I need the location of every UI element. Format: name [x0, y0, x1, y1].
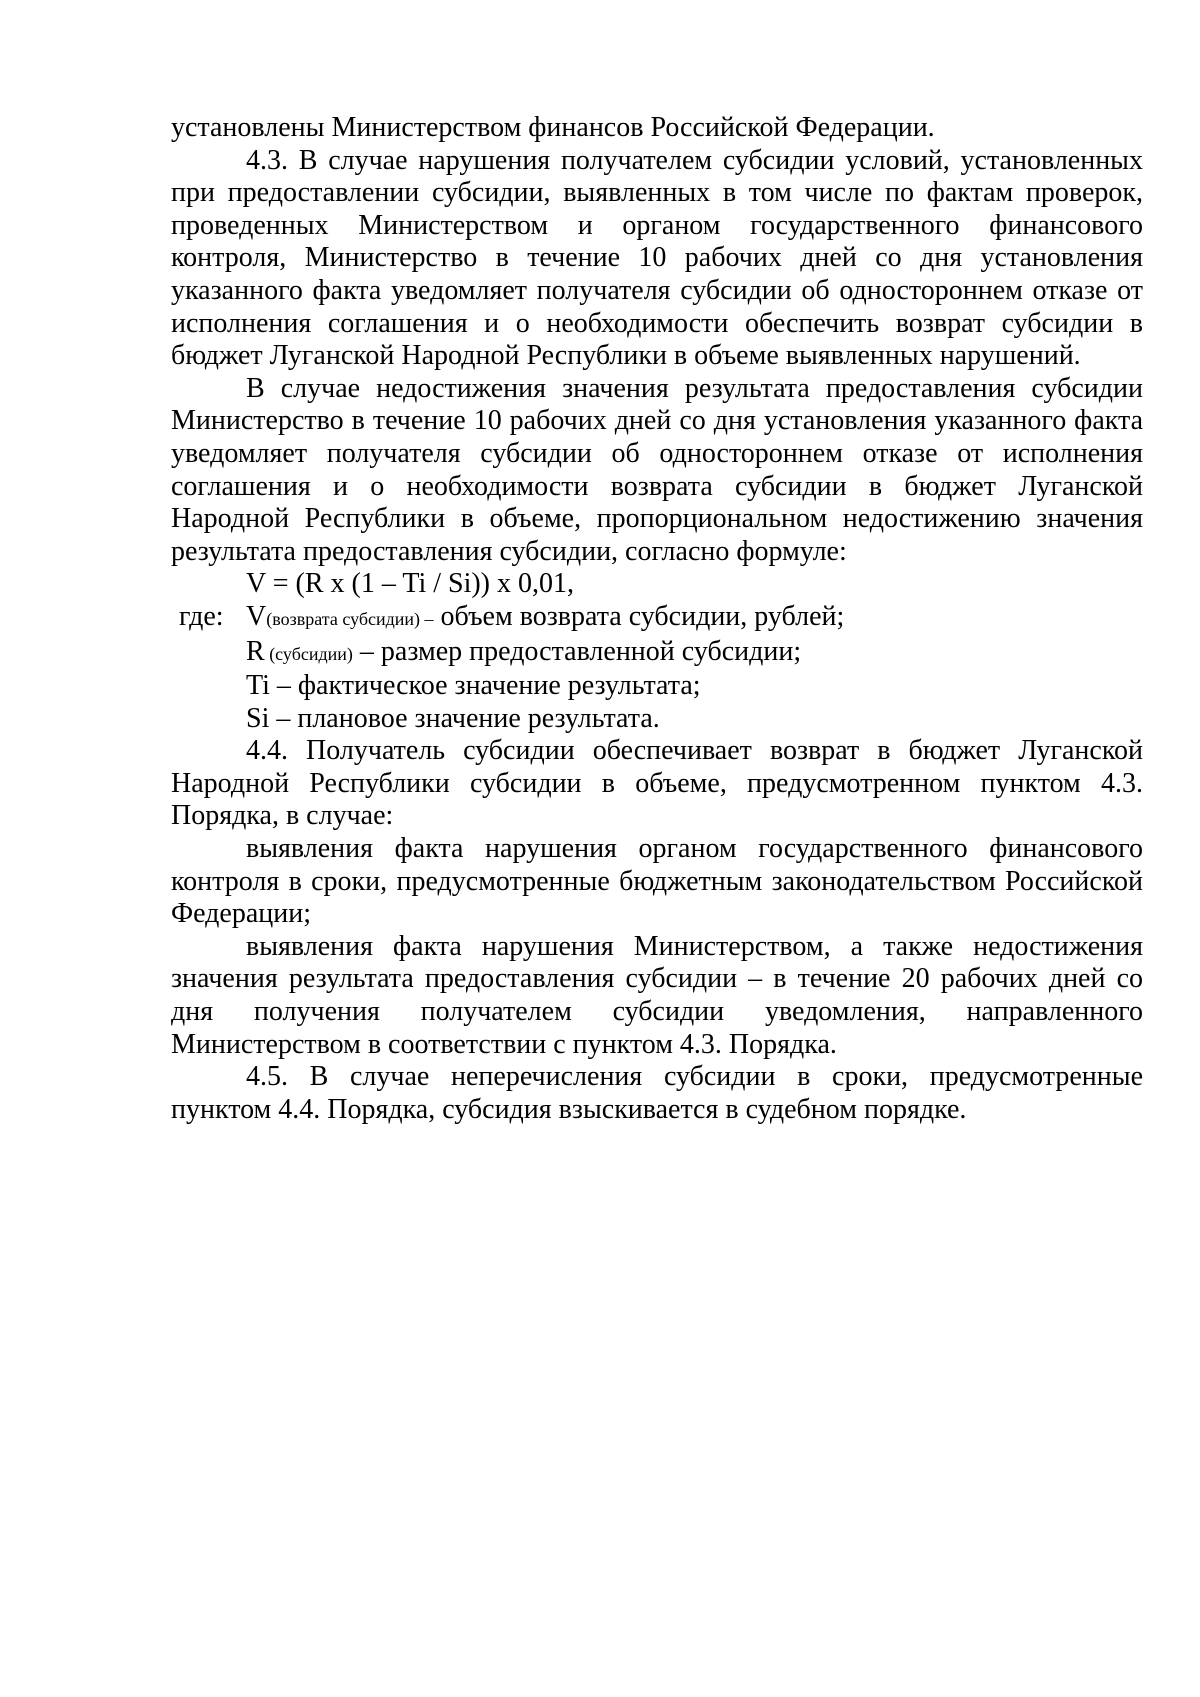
legend-r-symbol: R	[246, 635, 265, 667]
legend-r-subscript: (субсидии)	[264, 643, 353, 664]
formula-legend-r	[171, 636, 1143, 671]
paragraph-intro: установлены Министерством финансов Российской Федерации.	[171, 112, 935, 143]
paragraph-4-3: 4.3. В случае нарушения получателем субсидии условий, установленных при предоставлении субсидии, выявленных в том числе по фактам проверок, проведенных Министерством и органом государственного финансового контроля, Министерство в течение 10 рабочих дней со дня установления указанного факта уведомляет получателя субсидии об одностороннем отказе от исполнения соглашения и о необходимости обеспечить возврат субсидии в бюджет Луганской Народной Республики в объеме выявленных нарушений.	[171, 144, 1143, 372]
legend-label: где:	[179, 600, 224, 632]
paragraph-4-4-control: выявления факта нарушения органом государственного финансового контроля в сроки, предусмотренные бюджетным законодательством Российской Федерации;	[171, 833, 1143, 930]
document-page	[171, 112, 1143, 1126]
formula-legend-ti: Ti – фактическое значение результата;	[246, 670, 701, 702]
paragraph-4-5: 4.5. В случае неперечисления субсидии в сроки, предусмотренные пунктом 4.4. Порядка, субсидия взыскивается в судебном порядке.	[171, 1061, 1143, 1125]
legend-r-text: – размер предоставленной субсидии;	[352, 635, 802, 667]
paragraph-4-3-shortfall: В случае недостижения значения результата предоставления субсидии Министерство в течение 10 рабочих дней со дня установления указанного факта уведомляет получателя субсидии об одностороннем отказе от исполнения соглашения и о необходимости возврата субсидии в бюджет Луганской Народной Республики в объеме, пропорциональном недостижению значения результата предоставления субсидии, согласно формуле:	[171, 372, 1143, 567]
legend-v-text: объем возврата субсидии, рублей;	[433, 600, 845, 632]
legend-v-subscript: (возврата субсидии) –	[266, 608, 434, 629]
paragraph-4-4: 4.4. Получатель субсидии обеспечивает возврат в бюджет Луганской Народной Республики субсидии в объеме, предусмотренном пунктом 4.3. Порядка, в случае:	[171, 735, 1143, 832]
refund-formula: V = (R x (1 – Ti / Si)) x 0,01,	[246, 568, 575, 600]
formula-legend-si: Si – плановое значение результата.	[246, 702, 660, 734]
legend-v-symbol: V	[246, 600, 267, 632]
paragraph-4-4-ministry: выявления факта нарушения Министерством, а также недостижения значения результата предоставления субсидии – в течение 20 рабочих дней со дня получения получателем субсидии уведомления, направленного Министерством в соответствии с пунктом 4.3. Порядка.	[171, 930, 1143, 1060]
formula-legend-v	[171, 601, 1143, 636]
